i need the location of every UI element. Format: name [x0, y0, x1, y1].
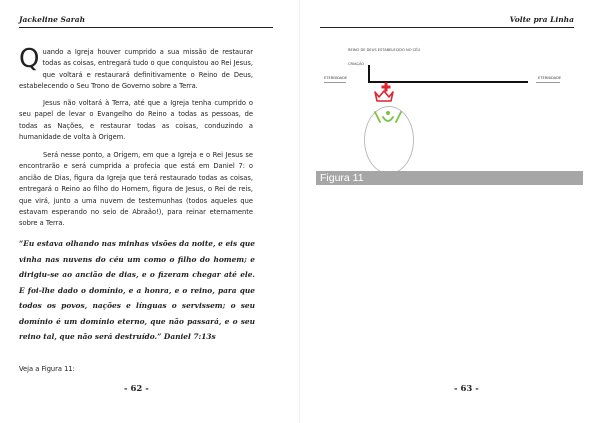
figure-caption: Figura 11 [316, 171, 583, 185]
right-page [300, 0, 600, 423]
see-figure-text: Veja a Figura 11: [19, 365, 75, 373]
running-header-author: Jackeline Sarah [19, 15, 86, 24]
figure-label-eternity-right: ETERNIDADE [538, 76, 562, 80]
page-number-left: - 62 - [124, 384, 149, 394]
paragraph-1 [19, 44, 253, 93]
header-rule [320, 27, 574, 28]
scripture-quote: “Eu estava olhando nas minhas visões da noite, e eis que vinha nas nuvens do céu um como o filho do homem; e dirigiu-se ao ancião de dias, e o fizeram chegar até ele. E foi-lhe dado o domínio, e a honra, e o reino, para que todos os povos, nações e línguas o servissem; o seu domínio é um domínio eterno, que não passará, e o seu reino tal, que não será destruído.” Daniel 7:13s [19, 239, 255, 341]
paragraph-2: Jesus não voltará à Terra, até que a Igreja tenha cumprido o seu papel de levar o Evangelho do Reino a todas as pessoas, de todas as Nações, e restaurar todas as coisas, conduzindo a humanidade de volta à Origem. [19, 99, 253, 142]
paragraph-1-text: uando a Igreja houver cumprido a sua missão de restaurar todas as coisas, entregará tudo o que conquistou ao Rei Jesus, que voltará e restaurará definitivamente o Reino de Deus, estabelecendo o Seu Trono de Governo sobre a Terra. [19, 48, 253, 91]
timeline-line [368, 81, 528, 83]
paragraph-3: Será nesse ponto, a Origem, em que a Igreja e o Rei Jesus se encontrarão e será cumprida a profecia que está em Daniel 7: o ancião de Dias, figura da Igreja que terá restaurado todas as coisas, entregará o Reino ao filho do Homem, figura de Jesus, o Rei de reis, que virá, junto a uma nuvem de testemunhas (todos aqueles que estavam esperando no seio de Abraão!), para reinar eternamente sobre a Terra. [19, 151, 253, 228]
header-rule [19, 27, 273, 28]
page-number-right: - 63 - [454, 384, 479, 394]
running-header-title: Volte pra Linha [509, 15, 574, 24]
crown-icon [373, 89, 395, 103]
raised-hands-person-icon [372, 109, 404, 127]
figure-label-kingdom: REINO DE DEUS ESTABELECIDO NO CÉU [348, 48, 421, 52]
figure-label-eternity-left: ETERNIDADE [324, 76, 348, 80]
eternity-line-right [536, 82, 560, 83]
eternity-line-left [324, 82, 346, 83]
figure-label-creation: CRIAÇÃO [348, 62, 365, 66]
drop-cap: Q [19, 44, 40, 74]
